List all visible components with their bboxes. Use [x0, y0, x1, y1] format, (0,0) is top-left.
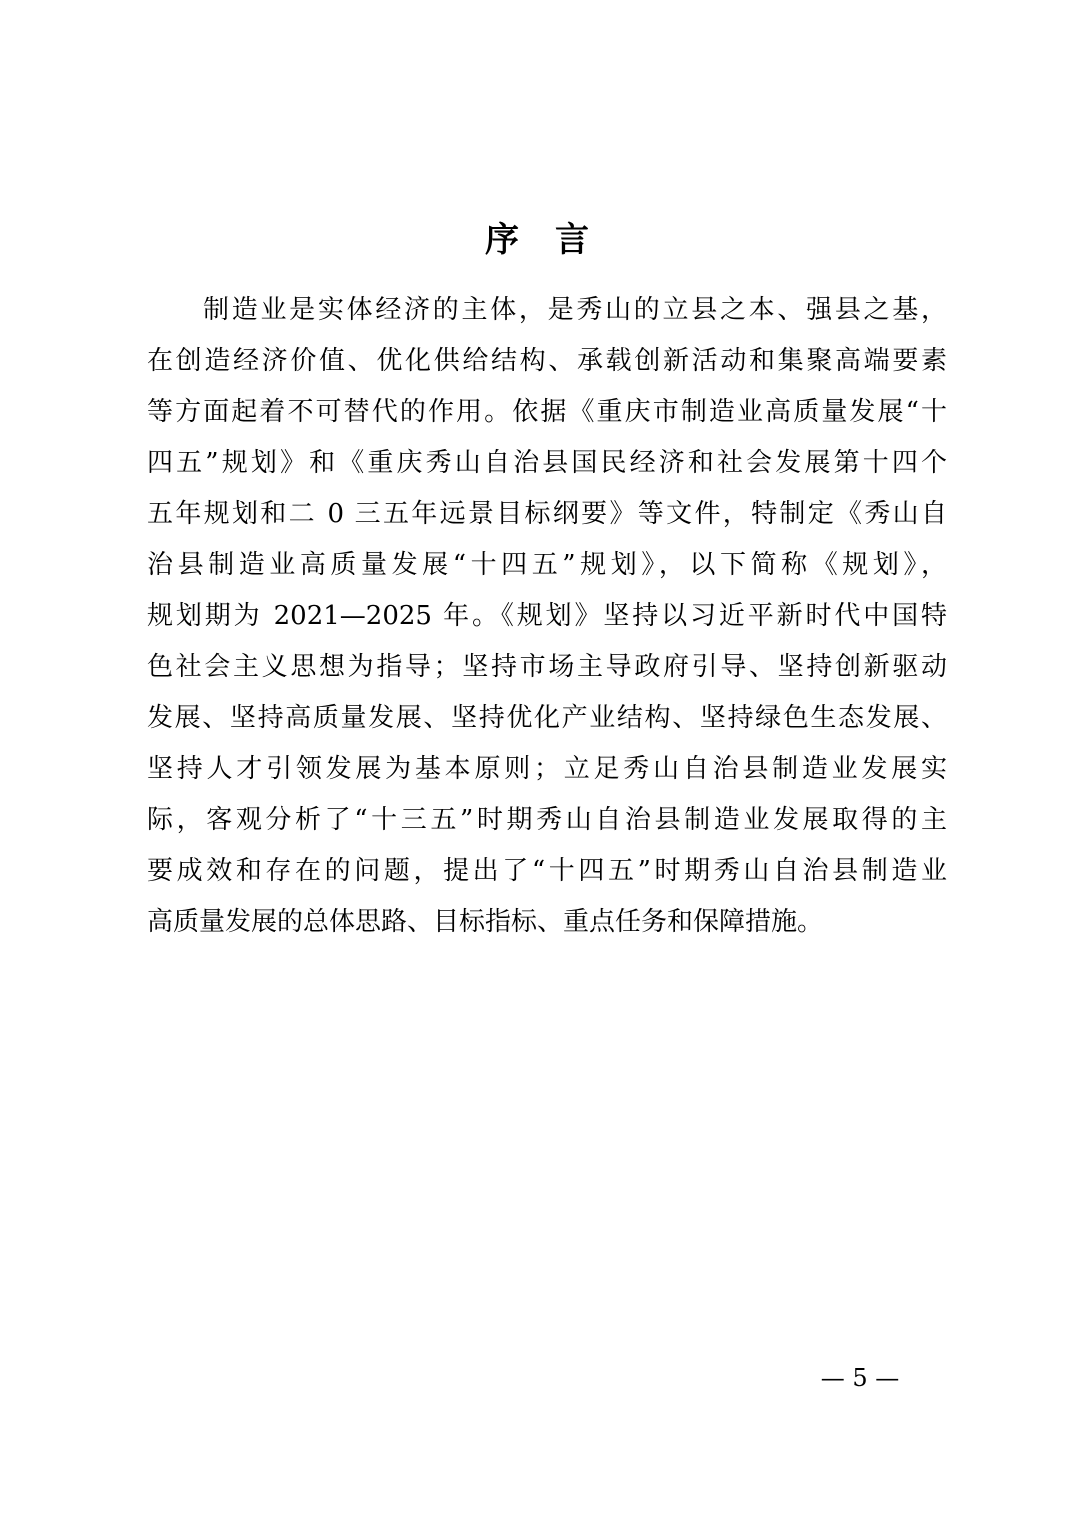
page-number: — 5 —	[820, 1364, 900, 1392]
paragraph-line: 规划期为 2021—2025 年。《规划》坚持以习近平新时代中国特	[147, 601, 947, 631]
paragraph-line: 坚持人才引领发展为基本原则；立足秀山自治县制造业发展实	[147, 754, 947, 784]
paragraph-line: 四五”规划》和《重庆秀山自治县国民经济和社会发展第十四个	[147, 448, 947, 478]
preface-paragraph	[147, 285, 947, 948]
paragraph-line: 际，客观分析了“十三五”时期秀山自治县制造业发展取得的主	[147, 805, 947, 835]
paragraph-line: 要成效和存在的问题，提出了“十四五”时期秀山自治县制造业	[147, 856, 947, 886]
paragraph-line: 制造业是实体经济的主体，是秀山的立县之本、强县之基，	[203, 295, 947, 325]
page-title: 序言	[485, 220, 625, 260]
paragraph-line: 在创造经济价值、优化供给结构、承载创新活动和集聚高端要素	[147, 346, 947, 376]
paragraph-line: 治县制造业高质量发展“十四五”规划》，以下简称《规划》，	[147, 550, 947, 580]
paragraph-line: 等方面起着不可替代的作用。依据《重庆市制造业高质量发展“十	[147, 397, 947, 427]
paragraph-line: 色社会主义思想为指导；坚持市场主导政府引导、坚持创新驱动	[147, 652, 947, 682]
paragraph-line: 发展、坚持高质量发展、坚持优化产业结构、坚持绿色生态发展、	[147, 703, 947, 733]
paragraph-line: 五年规划和二 0 三五年远景目标纲要》等文件，特制定《秀山自	[147, 499, 947, 529]
paragraph-line: 高质量发展的总体思路、目标指标、重点任务和保障措施。	[147, 907, 824, 937]
